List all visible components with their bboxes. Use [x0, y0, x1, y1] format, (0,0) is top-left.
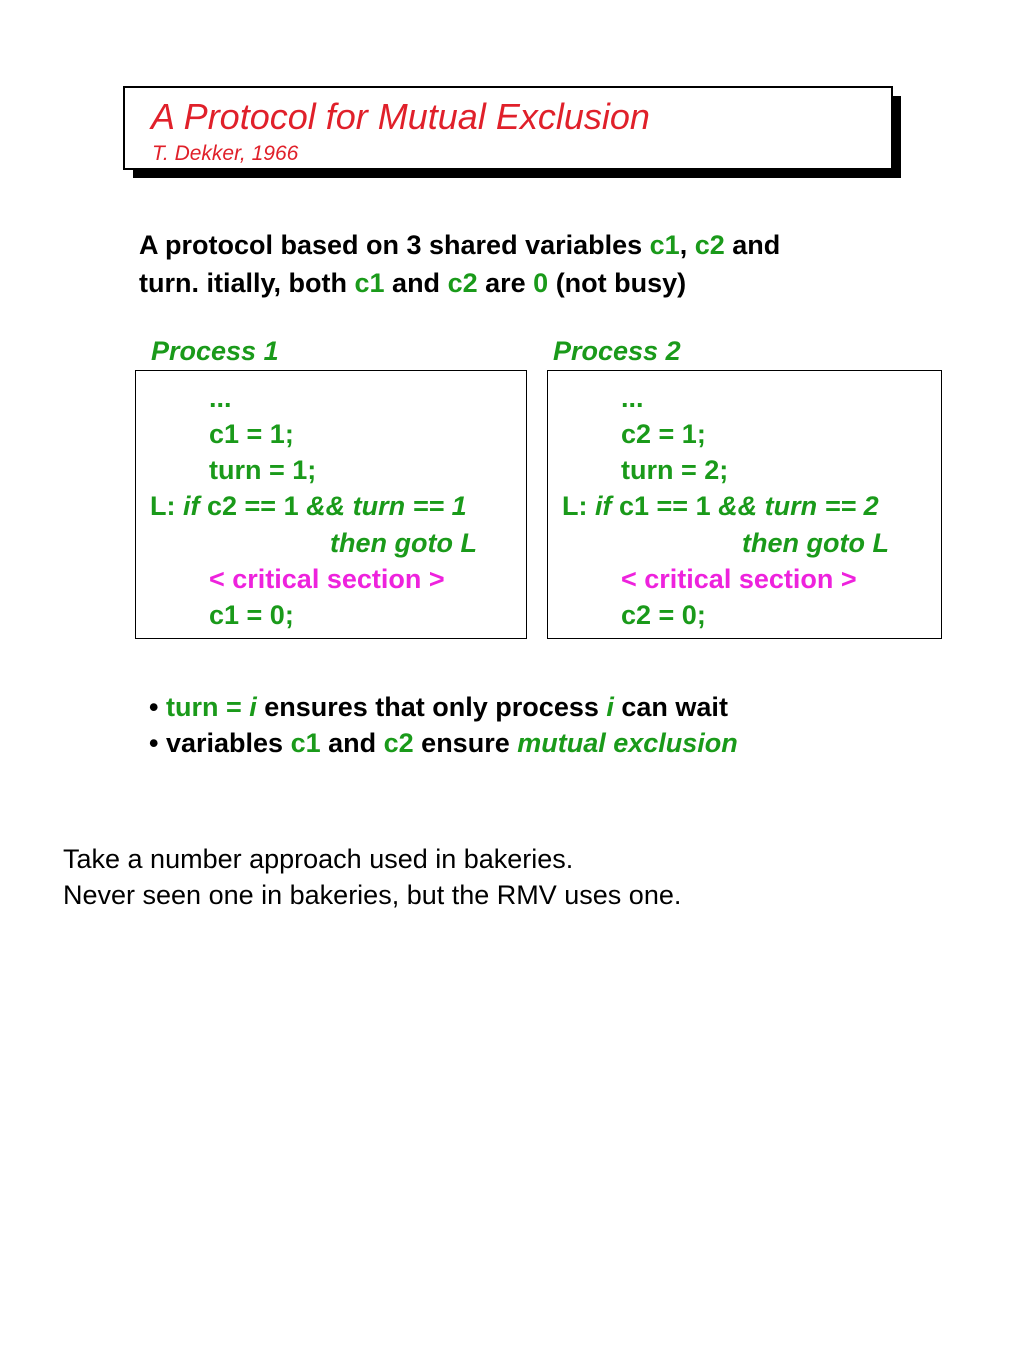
code-then-goto: then goto L	[742, 528, 889, 558]
code-set-c2: c2 = 1;	[621, 419, 706, 449]
code-critical-section: < critical section >	[209, 564, 445, 594]
intro-line-2	[139, 264, 780, 302]
code-set-turn: turn = 1;	[209, 455, 317, 485]
intro-text: ,	[679, 230, 695, 260]
bullet-list	[149, 689, 738, 761]
condition-and: && turn == 1	[306, 491, 467, 521]
var-c1: c1	[354, 268, 385, 298]
var-i: i	[606, 692, 614, 722]
code-reset-c1: c1 = 0;	[209, 600, 294, 630]
bullet-dot: •	[149, 728, 166, 758]
value-zero: 0	[533, 268, 549, 298]
intro-text: (not busy)	[548, 268, 687, 298]
slide-title: A Protocol for Mutual Exclusion	[151, 96, 650, 137]
slide-subtitle: T. Dekker, 1966	[152, 142, 299, 165]
bullet-text: can wait	[613, 692, 728, 722]
bullet-item-2	[149, 725, 738, 761]
loop-label: L:	[562, 491, 595, 521]
intro-text: are	[477, 268, 534, 298]
condition: c1 == 1	[611, 491, 719, 521]
bullet-dot: •	[149, 692, 166, 722]
intro-line-1	[139, 226, 780, 264]
intro-paragraph	[139, 226, 780, 302]
bullet-text: and	[320, 728, 384, 758]
code-set-c1: c1 = 1;	[209, 419, 294, 449]
if-keyword: if	[595, 491, 612, 521]
title-box	[123, 86, 893, 170]
intro-text: A protocol based on 3 shared variables	[139, 230, 650, 260]
speaker-notes	[63, 841, 681, 913]
loop-label: L:	[150, 491, 183, 521]
code-set-turn: turn = 2;	[621, 455, 729, 485]
condition-and: && turn == 2	[718, 491, 879, 521]
process-2-label: Process 2	[553, 336, 681, 366]
intro-text: and	[384, 268, 448, 298]
var-c2: c2	[383, 728, 414, 758]
code-ellipsis: ...	[209, 383, 232, 413]
intro-text: and	[724, 230, 781, 260]
notes-line-2: Never seen one in bakeries, but the RMV uses one.	[63, 880, 682, 910]
process-1-code-box	[135, 370, 527, 639]
code-if-line	[562, 491, 879, 522]
process-1-label: Process 1	[151, 336, 279, 366]
bullet-text: ensures that only process	[256, 692, 607, 722]
code-critical-section: < critical section >	[621, 564, 857, 594]
bullet-item-1	[149, 689, 738, 725]
if-keyword: if	[183, 491, 200, 521]
mutual-exclusion-term: mutual exclusion	[517, 728, 738, 758]
var-c1: c1	[649, 230, 680, 260]
bullet-text: ensure	[413, 728, 518, 758]
code-if-line	[150, 491, 467, 522]
turn-assign: turn =	[165, 692, 250, 722]
code-then-goto: then goto L	[330, 528, 477, 558]
code-reset-c2: c2 = 0;	[621, 600, 706, 630]
intro-text: turn. itially, both	[139, 268, 355, 298]
process-2-code-box	[547, 370, 942, 639]
code-ellipsis: ...	[621, 383, 644, 413]
var-c1: c1	[290, 728, 321, 758]
var-c2: c2	[447, 268, 478, 298]
var-i: i	[249, 692, 257, 722]
var-c2: c2	[694, 230, 725, 260]
notes-line-1: Take a number approach used in bakeries.	[63, 844, 574, 874]
bullet-text: variables	[165, 728, 291, 758]
condition: c2 == 1	[199, 491, 307, 521]
